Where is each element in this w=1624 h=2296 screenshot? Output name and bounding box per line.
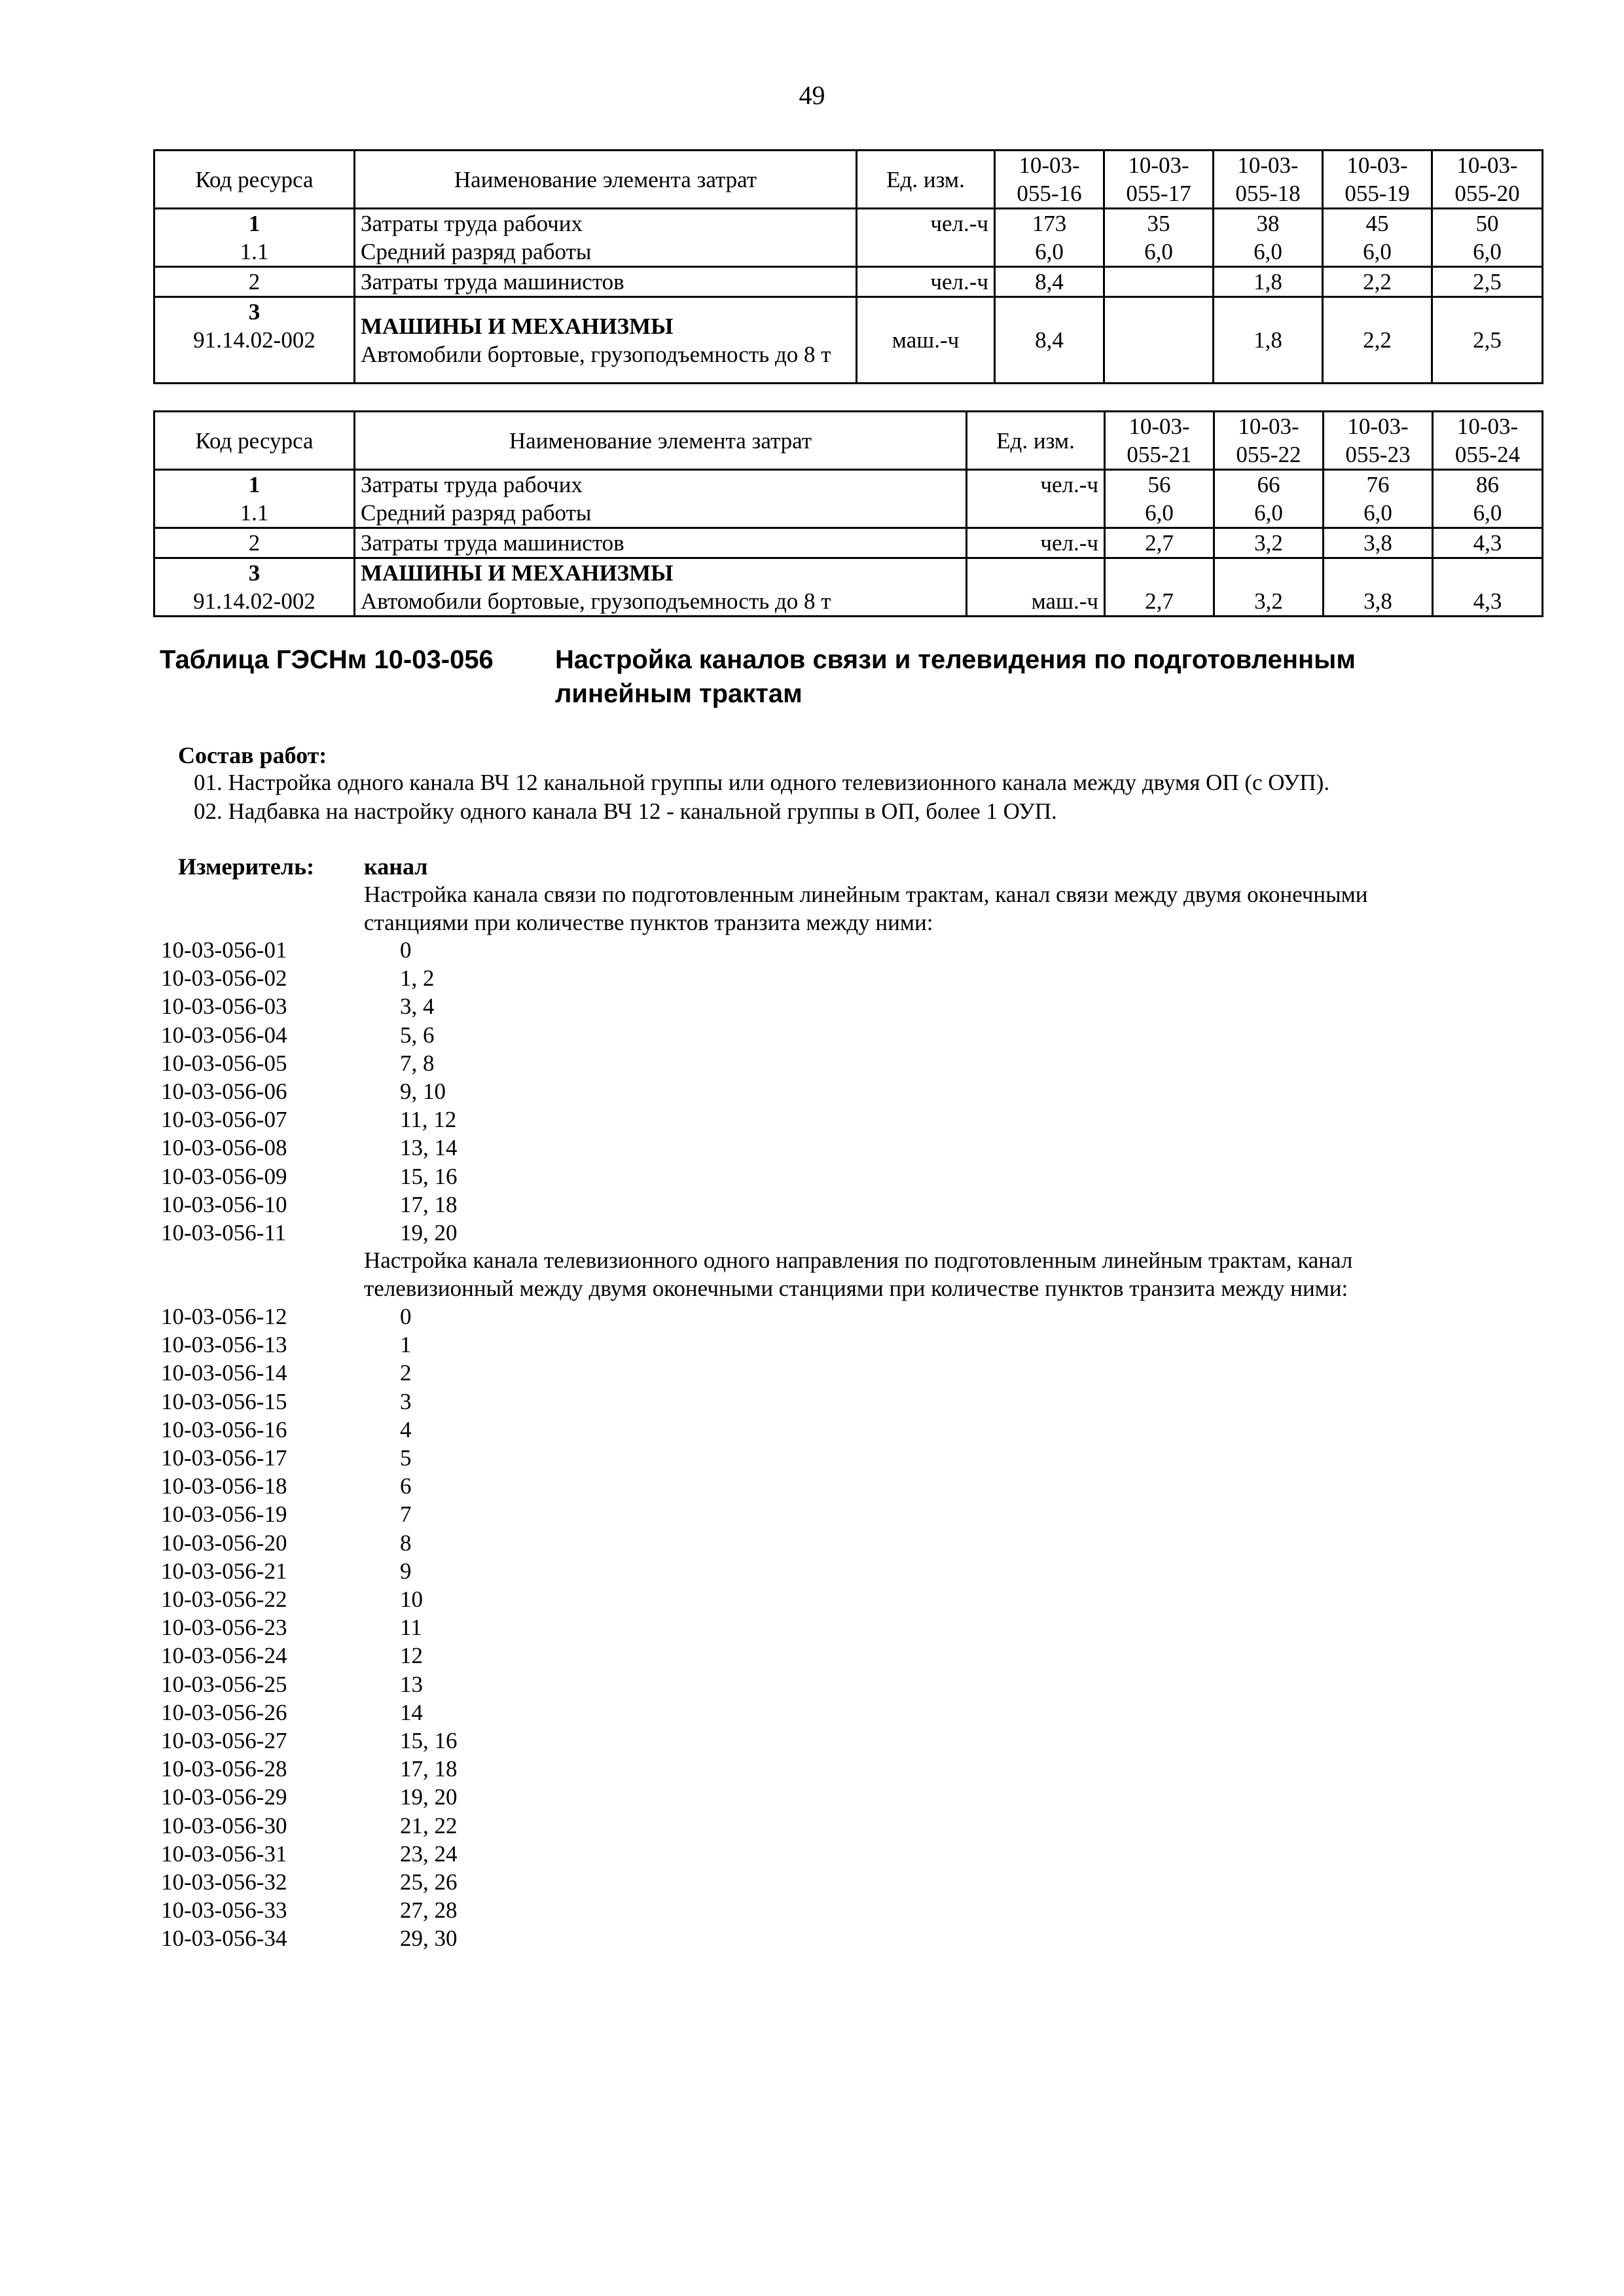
item-code: 10-03-056-14 (161, 1360, 287, 1386)
item-code: 10-03-056-25 (161, 1671, 287, 1697)
transit-points: 17, 18 (400, 1191, 458, 1217)
list-item (161, 1359, 458, 1387)
row-name: Затраты труда рабочих Средний разряд работы (355, 470, 967, 528)
item-code: 10-03-056-06 (161, 1079, 287, 1105)
list-item (161, 1529, 458, 1557)
row-value: 45 6,0 (1323, 209, 1432, 267)
list-item (161, 1105, 458, 1134)
row-value: 3,2 (1214, 528, 1324, 558)
row-value: 1,8 (1214, 297, 1323, 384)
measure-unit: канал (364, 853, 428, 880)
row-code: 3 91.14.02-002 (154, 558, 355, 617)
list-item: 01. Настройка одного канала ВЧ 12 канальной группы или одного телевизионного канала между двумя ОП (с ОУП). (194, 770, 1330, 795)
item-code: 10-03-056-01 (161, 937, 287, 963)
item-code: 10-03-056-26 (161, 1699, 287, 1725)
transit-points: 0 (400, 1304, 412, 1329)
header-column: 10-03- 055-22 (1214, 412, 1324, 470)
list-item (161, 1500, 458, 1528)
transit-points: 13 (400, 1671, 423, 1697)
header-unit: Ед. изм. (967, 412, 1105, 470)
transit-points: 4 (400, 1416, 412, 1443)
header-unit: Ед. изм. (857, 151, 995, 209)
item-code: 10-03-056-29 (161, 1784, 287, 1810)
list-item (161, 1021, 458, 1049)
row-value: 4,3 (1433, 558, 1543, 617)
resource-table-2 (153, 410, 1543, 617)
table-row (154, 209, 1543, 267)
transit-points: 11, 12 (400, 1107, 457, 1133)
row-unit: чел.-ч (857, 267, 995, 297)
transit-points: 0 (400, 937, 412, 963)
row-value: 35 6,0 (1104, 209, 1214, 267)
table-title: Настройка каналов связи и телевидения по подготовленным линейным трактам (555, 645, 1356, 708)
item-code: 10-03-056-04 (161, 1022, 287, 1048)
list-item (161, 1444, 458, 1472)
code-list-1 (161, 936, 458, 1247)
header-code: Код ресурса (154, 412, 355, 470)
row-unit: чел.-ч (857, 209, 995, 267)
row-value: 2,5 (1432, 267, 1543, 297)
row-unit: маш.-ч (967, 558, 1105, 617)
item-code: 10-03-056-18 (161, 1473, 287, 1499)
row-name: МАШИНЫ И МЕХАНИЗМЫ Автомобили бортовые, грузоподъемность до 8 т (355, 558, 967, 617)
table-header-row (154, 412, 1543, 470)
item-code: 10-03-056-09 (161, 1163, 287, 1189)
transit-points: 5 (400, 1445, 412, 1471)
row-value: 2,2 (1323, 297, 1432, 384)
item-code: 10-03-056-22 (161, 1587, 287, 1613)
transit-points: 12 (400, 1643, 423, 1669)
transit-points: 9, 10 (400, 1079, 446, 1105)
transit-points: 29, 30 (400, 1926, 458, 1952)
row-value: 3,8 (1324, 558, 1433, 617)
composition-label: Состав работ: (178, 742, 327, 768)
item-code: 10-03-056-12 (161, 1304, 287, 1329)
row-name: Затраты труда машинистов (355, 267, 857, 297)
header-name: Наименование элемента затрат (355, 151, 857, 209)
list-item (161, 1557, 458, 1585)
row-value: 2,5 (1432, 297, 1543, 384)
item-code: 10-03-056-16 (161, 1416, 287, 1443)
row-value: 2,7 (1105, 558, 1214, 617)
transit-points: 11 (400, 1615, 422, 1641)
list-item (161, 964, 458, 992)
item-code: 10-03-056-23 (161, 1615, 287, 1641)
row-code: 2 (154, 528, 355, 558)
item-code: 10-03-056-15 (161, 1388, 287, 1414)
row-value (1104, 297, 1214, 384)
transit-points: 10 (400, 1587, 423, 1613)
item-code: 10-03-056-19 (161, 1501, 287, 1528)
list-item (161, 1331, 458, 1359)
transit-points: 8 (400, 1530, 412, 1556)
header-column: 10-03- 055-20 (1432, 151, 1543, 209)
transit-points: 14 (400, 1699, 423, 1725)
list-item (161, 1840, 458, 1868)
list-item (161, 1755, 458, 1783)
row-code: 3 91.14.02-002 (154, 297, 355, 384)
transit-points: 13, 14 (400, 1135, 458, 1161)
list-item (161, 1868, 458, 1896)
table-header-row (154, 151, 1543, 209)
item-code: 10-03-056-02 (161, 965, 287, 992)
header-column: 10-03- 055-21 (1105, 412, 1214, 470)
row-value: 173 6,0 (995, 209, 1104, 267)
code-list-2 (161, 1302, 458, 1953)
row-name: Затраты труда машинистов (355, 528, 967, 558)
header-column: 10-03- 055-18 (1214, 151, 1323, 209)
list-item (161, 1641, 458, 1670)
item-code: 10-03-056-11 (161, 1220, 287, 1246)
transit-points: 7 (400, 1501, 412, 1528)
list-item (161, 1302, 458, 1331)
transit-points: 19, 20 (400, 1784, 458, 1810)
table-row (154, 267, 1543, 297)
list-item (161, 1049, 458, 1077)
row-value: 86 6,0 (1433, 470, 1543, 528)
transit-points: 2 (400, 1360, 412, 1386)
transit-points: 1 (400, 1332, 412, 1358)
transit-points: 3, 4 (400, 994, 435, 1020)
header-column: 10-03- 055-17 (1104, 151, 1214, 209)
header-column: 10-03- 055-19 (1323, 151, 1432, 209)
row-value: 76 6,0 (1324, 470, 1433, 528)
item-code: 10-03-056-03 (161, 994, 287, 1020)
transit-points: 25, 26 (400, 1869, 458, 1895)
item-code: 10-03-056-31 (161, 1840, 287, 1867)
list-item (161, 936, 458, 964)
group-description: Настройка канала телевизионного одного направления по подготовленным линейным трактам, канал телевизионный между двумя оконечными станциями при количестве пунктов транзита между ними: (364, 1247, 1353, 1301)
row-value (1104, 267, 1214, 297)
list-item: 02. Надбавка на настройку одного канала ВЧ 12 - канальной группы в ОП, более 1 ОУП. (194, 798, 1057, 824)
item-code: 10-03-056-24 (161, 1643, 287, 1669)
list-item (161, 1698, 458, 1727)
row-value: 38 6,0 (1214, 209, 1323, 267)
row-code: 2 (154, 267, 355, 297)
row-value: 56 6,0 (1105, 470, 1214, 528)
resource-table-1 (153, 149, 1543, 384)
list-item (161, 1134, 458, 1162)
transit-points: 1, 2 (400, 965, 435, 992)
table-row (154, 470, 1543, 528)
item-code: 10-03-056-33 (161, 1897, 287, 1924)
item-code: 10-03-056-28 (161, 1756, 287, 1782)
row-unit: чел.-ч (967, 528, 1105, 558)
transit-points: 7, 8 (400, 1050, 435, 1076)
list-item (161, 992, 458, 1020)
item-code: 10-03-056-10 (161, 1191, 287, 1217)
list-item (161, 1162, 458, 1191)
list-item (161, 1388, 458, 1416)
row-value: 8,4 (995, 297, 1104, 384)
row-value: 50 6,0 (1432, 209, 1543, 267)
item-code: 10-03-056-08 (161, 1135, 287, 1161)
table-label: Таблица ГЭСНм 10-03-056 (160, 645, 494, 674)
row-name: МАШИНЫ И МЕХАНИЗМЫ Автомобили бортовые, грузоподъемность до 8 т (355, 297, 857, 384)
list-item (161, 1077, 458, 1105)
row-unit: чел.-ч (967, 470, 1105, 528)
item-code: 10-03-056-34 (161, 1926, 287, 1952)
row-value: 2,2 (1323, 267, 1432, 297)
transit-points: 17, 18 (400, 1756, 458, 1782)
row-value: 8,4 (995, 267, 1104, 297)
composition-list (194, 768, 1329, 826)
table-row (154, 558, 1543, 617)
transit-points: 6 (400, 1473, 412, 1499)
list-item (161, 1191, 458, 1219)
list-item (161, 1896, 458, 1924)
transit-points: 15, 16 (400, 1163, 458, 1189)
transit-points: 21, 22 (400, 1812, 458, 1839)
list-item (161, 1670, 458, 1698)
transit-points: 19, 20 (400, 1220, 458, 1246)
measure-label: Измеритель: (178, 853, 315, 880)
row-value: 2,7 (1105, 528, 1214, 558)
row-name: Затраты труда рабочих Средний разряд работы (355, 209, 857, 267)
table-row (154, 297, 1543, 384)
item-code: 10-03-056-20 (161, 1530, 287, 1556)
transit-points: 3 (400, 1388, 412, 1414)
header-name: Наименование элемента затрат (355, 412, 967, 470)
row-unit: маш.-ч (857, 297, 995, 384)
list-item (161, 1727, 458, 1755)
item-code: 10-03-056-21 (161, 1558, 287, 1584)
item-code: 10-03-056-32 (161, 1869, 287, 1895)
list-item (161, 1472, 458, 1500)
transit-points: 23, 24 (400, 1840, 458, 1867)
item-code: 10-03-056-05 (161, 1050, 287, 1076)
list-item (161, 1219, 458, 1247)
row-value: 3,8 (1324, 528, 1433, 558)
list-item (161, 1924, 458, 1952)
transit-points: 27, 28 (400, 1897, 458, 1924)
header-column: 10-03- 055-16 (995, 151, 1104, 209)
item-code: 10-03-056-30 (161, 1812, 287, 1839)
list-item (161, 1783, 458, 1811)
item-code: 10-03-056-13 (161, 1332, 287, 1358)
row-code: 1 1.1 (154, 209, 355, 267)
transit-points: 5, 6 (400, 1022, 435, 1048)
transit-points: 9 (400, 1558, 412, 1584)
list-item (161, 1585, 458, 1613)
page-number: 49 (799, 81, 825, 110)
header-code: Код ресурса (154, 151, 355, 209)
list-item (161, 1416, 458, 1444)
list-item (161, 1613, 458, 1641)
transit-points: 15, 16 (400, 1728, 458, 1754)
row-code: 1 1.1 (154, 470, 355, 528)
header-column: 10-03- 055-23 (1324, 412, 1433, 470)
row-value: 1,8 (1214, 267, 1323, 297)
item-code: 10-03-056-07 (161, 1107, 287, 1133)
list-item (161, 1812, 458, 1840)
table-row (154, 528, 1543, 558)
header-column: 10-03- 055-24 (1433, 412, 1543, 470)
item-code: 10-03-056-17 (161, 1445, 287, 1471)
row-value: 4,3 (1433, 528, 1543, 558)
row-value: 66 6,0 (1214, 470, 1324, 528)
group-description: Настройка канала связи по подготовленным линейным трактам, канал связи между двумя оконечными станциями при количестве пунктов транзита между ними: (364, 882, 1368, 935)
row-value: 3,2 (1214, 558, 1324, 617)
item-code: 10-03-056-27 (161, 1728, 287, 1754)
